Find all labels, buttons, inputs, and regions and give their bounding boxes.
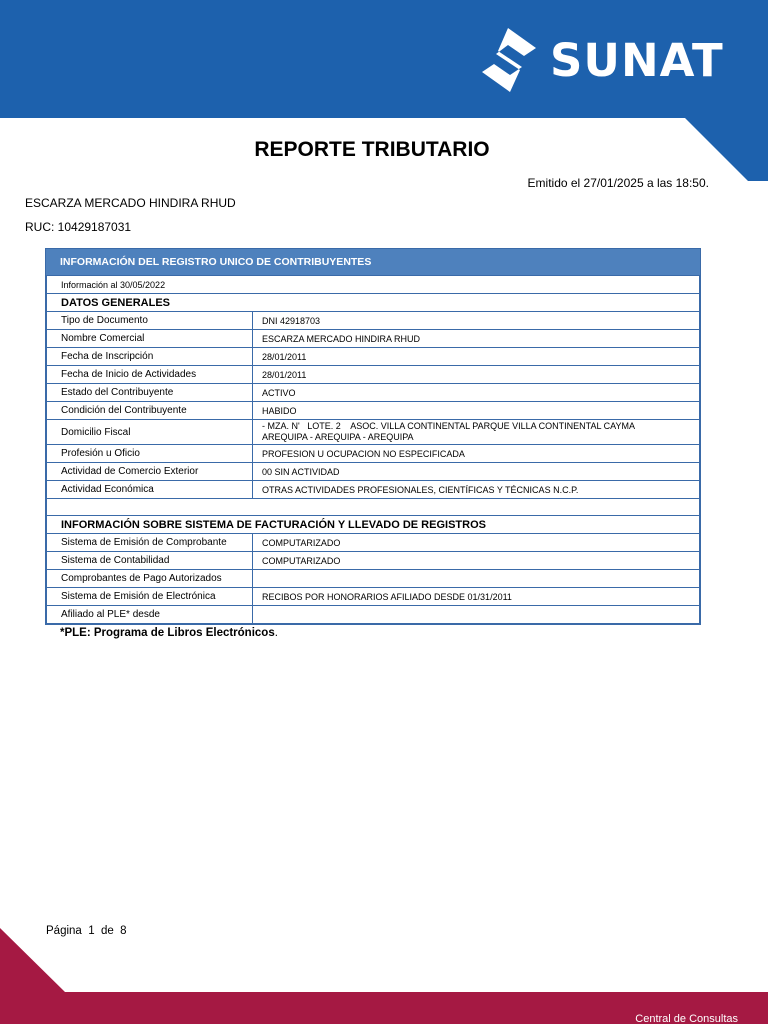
row-label: Fecha de Inscripción xyxy=(47,348,253,366)
table-row xyxy=(47,606,700,624)
spacer-cell xyxy=(47,499,700,516)
address-line-2: AREQUIPA - AREQUIPA - AREQUIPA xyxy=(262,432,414,442)
row-label: Nombre Comercial xyxy=(47,330,253,348)
emitted-date: Emitido el 27/01/2025 a las 18:50. xyxy=(527,176,709,190)
info-date: Información al 30/05/2022 xyxy=(47,276,700,294)
footer-triangle xyxy=(0,928,66,993)
footer-text: Central de Consultas xyxy=(635,1013,738,1024)
table-row xyxy=(47,552,700,570)
sunat-logo-icon xyxy=(474,26,544,94)
table-row xyxy=(47,330,700,348)
row-value: 00 SIN ACTIVIDAD xyxy=(253,463,700,481)
table-row xyxy=(47,366,700,384)
row-value: PROFESION U OCUPACION NO ESPECIFICADA xyxy=(253,445,700,463)
table-row xyxy=(47,534,700,552)
row-label: Fecha de Inicio de Actividades xyxy=(47,366,253,384)
table-row xyxy=(47,312,700,330)
row-value: COMPUTARIZADO xyxy=(253,534,700,552)
row-label: Sistema de Emisión de Comprobante xyxy=(47,534,253,552)
general-data-title: DATOS GENERALES xyxy=(47,294,700,312)
row-value xyxy=(253,606,700,624)
row-label: Estado del Contribuyente xyxy=(47,384,253,402)
row-value-address xyxy=(253,420,700,445)
table-row xyxy=(47,588,700,606)
sunat-logo xyxy=(474,26,724,94)
row-value: COMPUTARIZADO xyxy=(253,552,700,570)
ruc-table xyxy=(46,275,700,624)
table-row xyxy=(47,276,700,294)
billing-section-title: INFORMACIÓN SOBRE SISTEMA DE FACTURACIÓN Y LLEVADO DE REGISTROS xyxy=(47,516,700,534)
row-label: Tipo de Documento xyxy=(47,312,253,330)
page-number: Página 1 de 8 xyxy=(46,925,127,937)
table-row-spacer xyxy=(47,499,700,516)
row-label: Actividad Económica xyxy=(47,481,253,499)
row-value: 28/01/2011 xyxy=(253,348,700,366)
row-label: Sistema de Contabilidad xyxy=(47,552,253,570)
row-label: Actividad de Comercio Exterior xyxy=(47,463,253,481)
table-row xyxy=(47,384,700,402)
table-row xyxy=(47,445,700,463)
row-label: Sistema de Emisión de Electrónica xyxy=(47,588,253,606)
table-row xyxy=(47,402,700,420)
row-label: Domicilio Fiscal xyxy=(47,420,253,445)
ple-footnote-text: *PLE: Programa de Libros Electrónicos xyxy=(60,627,275,639)
table-row xyxy=(47,570,700,588)
ruc-number: RUC: 10429187031 xyxy=(25,220,132,234)
ruc-section-header: INFORMACIÓN DEL REGISTRO UNICO DE CONTRIBUYENTES xyxy=(46,249,700,275)
row-label: Profesión u Oficio xyxy=(47,445,253,463)
taxpayer-name: ESCARZA MERCADO HINDIRA RHUD xyxy=(25,196,236,210)
table-row xyxy=(47,481,700,499)
row-value: 28/01/2011 xyxy=(253,366,700,384)
table-row xyxy=(47,294,700,312)
row-label: Comprobantes de Pago Autorizados xyxy=(47,570,253,588)
row-value: ACTIVO xyxy=(253,384,700,402)
ruc-info-table xyxy=(45,248,701,625)
table-row xyxy=(47,348,700,366)
address-line-1: - MZA. N' LOTE. 2 ASOC. VILLA CONTINENTAL PARQUE VILLA CONTINENTAL CAYMA xyxy=(262,421,635,431)
ple-footnote-dot: . xyxy=(274,627,278,639)
row-label: Condición del Contribuyente xyxy=(47,402,253,420)
row-value: HABIDO xyxy=(253,402,700,420)
row-value: DNI 42918703 xyxy=(253,312,700,330)
row-value: ESCARZA MERCADO HINDIRA RHUD xyxy=(253,330,700,348)
row-label: Afiliado al PLE* desde xyxy=(47,606,253,624)
row-value xyxy=(253,570,700,588)
row-value: RECIBOS POR HONORARIOS AFILIADO DESDE 01/31/2011 xyxy=(253,588,700,606)
report-title: REPORTE TRIBUTARIO xyxy=(254,138,490,161)
logo-text: SUNAT xyxy=(550,33,724,87)
table-row xyxy=(47,516,700,534)
ple-footnote xyxy=(60,627,278,639)
table-row xyxy=(47,420,700,445)
row-value: OTRAS ACTIVIDADES PROFESIONALES, CIENTÍFICAS Y TÉCNICAS N.C.P. xyxy=(253,481,700,499)
table-row xyxy=(47,463,700,481)
header-corner-fill xyxy=(748,117,768,181)
